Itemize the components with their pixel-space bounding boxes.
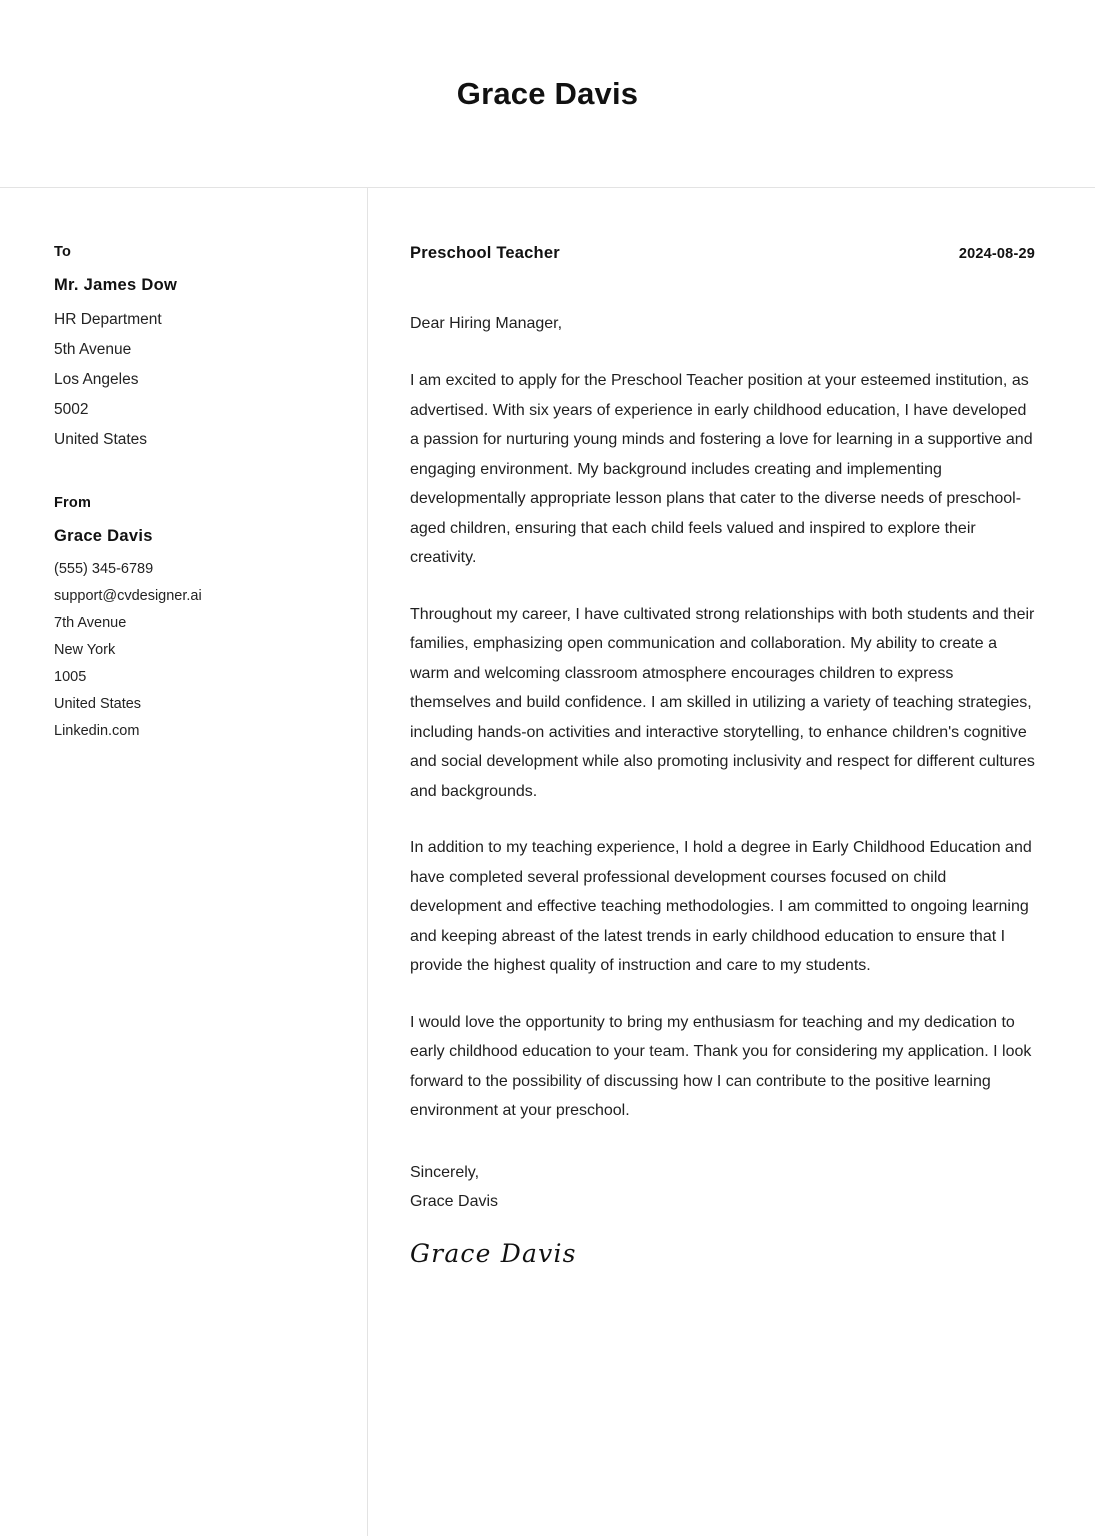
recipient-line-1: HR Department <box>54 311 162 328</box>
job-title: Preschool Teacher <box>410 244 560 262</box>
letter-paragraph-3: In addition to my teaching experience, I hold a degree in Early Childhood Education and have completed several professional development courses focused on child development and effective teaching methodologies. I am committed to ongoing learning and keeping abreast of the latest trends in early childhood education to ensure that I provide the highest quality of instruction and care to my students. <box>410 839 1032 974</box>
closing-word: Sincerely, <box>410 1163 480 1181</box>
letter-closing <box>410 1158 1035 1217</box>
sender-postal: 1005 <box>54 669 87 685</box>
from-label: From <box>54 495 92 511</box>
letter-paragraph-4: I would love the opportunity to bring my enthusiasm for teaching and my dedication to early childhood education to your team. Thank you for considering my application. I look forward to the possibility of discussing how I can contribute to the positive learning environment at your preschool. <box>410 1013 1032 1119</box>
sender-phone: (555) 345-6789 <box>54 561 154 577</box>
sender-street: 7th Avenue <box>54 615 127 631</box>
sender-linkedin: Linkedin.com <box>54 723 140 739</box>
to-label: To <box>54 244 72 260</box>
letter-paragraph-2: Throughout my career, I have cultivated strong relationships with both students and their families, emphasizing open communication and collaboration. My ability to create a warm and welcoming classroom atmosphere encourages children to express themselves and build confidence. I am skilled in utilizing a variety of teaching strategies, including hands-on activities and interactive storytelling, to enhance children's cognitive and social development while also promoting inclusivity and respect for different cultures and backgrounds. <box>410 605 1035 800</box>
letter-header-row <box>410 244 1035 263</box>
recipient-line-5: United States <box>54 431 148 448</box>
recipient-line-4: 5002 <box>54 401 89 418</box>
sender-city: New York <box>54 642 116 658</box>
sender-name: Grace Davis <box>54 527 153 545</box>
letter-paragraph-1: I am excited to apply for the Preschool Teacher position at your esteemed institution, as advertised. With six years of experience in early childhood education, I have developed a passion for nurturing young minds and fostering a love for learning in a supportive and engaging environment. My background includes creating and implementing developmentally appropriate lesson plans that cater to the diverse needs of preschool-aged children, ensuring that each child feels valued and inspired to explore their creativity. <box>410 372 1033 566</box>
sender-country: United States <box>54 696 142 712</box>
sidebar <box>0 188 368 1536</box>
letter-date: 2024-08-29 <box>958 246 1035 262</box>
document-header <box>0 0 1095 188</box>
salutation: Dear Hiring Manager, <box>410 315 563 332</box>
recipient-name: Mr. James Dow <box>54 276 178 294</box>
letter-content <box>368 188 1095 1536</box>
recipient-line-2: 5th Avenue <box>54 341 132 358</box>
sender-email: support@cvdesigner.ai <box>54 588 202 604</box>
recipient-line-3: Los Angeles <box>54 371 139 388</box>
signature: Grace Davis <box>410 1238 577 1268</box>
document-body <box>0 188 1095 1536</box>
closing-name: Grace Davis <box>410 1193 499 1210</box>
page-title: Grace Davis <box>456 75 639 111</box>
